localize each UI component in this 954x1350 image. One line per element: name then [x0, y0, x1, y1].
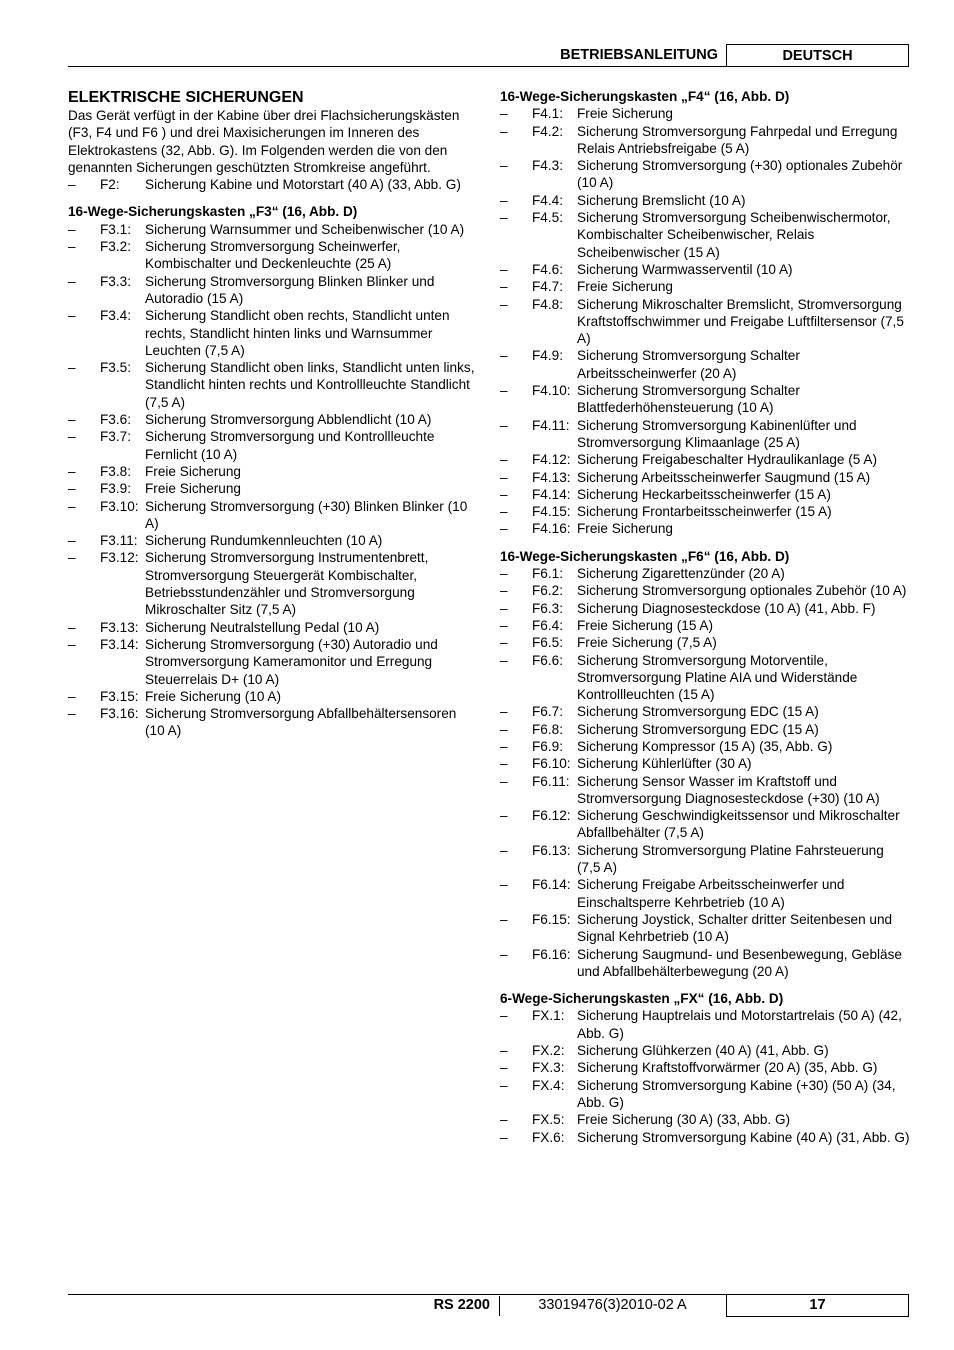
list-dash: – — [500, 704, 508, 720]
list-dash: – — [68, 706, 76, 722]
fuse-list-item — [68, 273, 478, 308]
f3-heading: 16-Wege-Sicherungskasten „F3“ (16, Abb. D) — [68, 204, 358, 220]
fuse-description: Sicherung Sensor Wasser im Kraftstoff und Stromversorgung Diagnosesteckdose (+30) (10 A) — [577, 773, 880, 806]
list-dash: – — [500, 279, 508, 295]
list-dash: – — [500, 652, 508, 668]
fuse-code: F6.1: — [532, 566, 563, 582]
fuse-code: F4.6: — [532, 261, 563, 277]
fuse-code: F6.13: — [532, 842, 571, 858]
fuse-code: F4.16: — [532, 521, 571, 537]
fuse-list-item — [500, 807, 910, 842]
fuse-list-item — [500, 600, 910, 617]
fuse-description: Sicherung Kühlerlüfter (30 A) — [577, 756, 752, 772]
fuse-description: Freie Sicherung (30 A) (33, Abb. G) — [577, 1112, 791, 1128]
fuse-list-f4 — [500, 105, 910, 537]
intro-paragraph: Das Gerät verfügt in der Kabine über drei Flachsicherungskästen (F3, F4 und F6 ) und drei Maxisicherungen im Inneren des Elektrokastens (32, Abb. G). Im Folgenden werden die von den genannten Sicherungen geschützten Stromkreise angeführt. — [68, 108, 460, 175]
list-dash: – — [500, 600, 508, 616]
fuse-list-item — [68, 498, 478, 533]
fuse-list-item — [68, 238, 478, 273]
list-dash: – — [500, 210, 508, 226]
fuse-code: F4.11: — [532, 417, 570, 433]
fuse-code: F4.3: — [532, 158, 563, 174]
fuse-description: Sicherung Stromversorgung Kabinenlüfter und Stromversorgung Klimaanlage (25 A) — [577, 417, 857, 450]
fuse-code: F4.4: — [532, 192, 563, 208]
fuse-list-item — [500, 911, 910, 946]
fuse-description: Sicherung Stromversorgung Scheibenwischermotor, Kombischalter Scheibenwischer, Relais Scheibenwischer (15 A) — [577, 210, 891, 260]
fuse-list-item — [68, 480, 478, 497]
fuse-description: Sicherung Joystick, Schalter dritter Seitenbesen und Signal Kehrbetrieb (10 A) — [577, 911, 893, 945]
fuse-list-f2 — [68, 176, 478, 193]
fuse-list-item — [500, 296, 910, 348]
list-dash: – — [500, 192, 508, 208]
list-dash: – — [500, 877, 508, 893]
fuse-list-item — [500, 565, 910, 582]
list-dash: – — [500, 106, 508, 122]
list-dash: – — [500, 842, 508, 858]
list-dash: – — [500, 808, 508, 824]
fuse-list-item — [68, 532, 478, 549]
list-dash: – — [500, 911, 508, 927]
fuse-code: F6.5: — [532, 635, 563, 651]
fuse-list-item — [500, 451, 910, 468]
footer-page-number: 17 — [726, 1294, 909, 1317]
list-dash: – — [500, 348, 508, 364]
fuse-list-f6 — [500, 565, 910, 980]
list-dash: – — [500, 158, 508, 174]
fuse-description: Sicherung Stromversorgung (+30) optionales Zubehör (10 A) — [577, 158, 903, 191]
fuse-description: Sicherung Mikroschalter Bremslicht, Stromversorgung Kraftstoffschwimmer und Freigabe Luftfiltersensor (7,5 A) — [577, 296, 904, 347]
list-dash: – — [68, 636, 76, 652]
fuse-list-item — [500, 755, 910, 772]
list-dash: – — [500, 296, 508, 312]
fuse-code: F3.2: — [100, 239, 131, 255]
fuse-code: F6.8: — [532, 721, 563, 737]
list-dash: – — [68, 360, 76, 376]
fuse-list-item — [500, 738, 910, 755]
list-dash: – — [500, 773, 508, 789]
list-dash: – — [500, 504, 508, 520]
fuse-description: Sicherung Saugmund- und Besenbewegung, Gebläse und Abfallbehälterbewegung (20 A) — [577, 946, 902, 979]
fuse-code: FX.5: — [532, 1112, 565, 1128]
list-dash: – — [68, 688, 76, 704]
fuse-code: F3.4: — [100, 308, 131, 324]
fuse-code: F6.12: — [532, 808, 571, 824]
fuse-code: F4.8: — [532, 296, 563, 312]
list-dash: – — [68, 412, 76, 428]
fuse-list-item — [500, 773, 910, 808]
fuse-description: Sicherung Freigabe Arbeitsscheinwerfer und Einschaltsperre Kehrbetrieb (10 A) — [577, 877, 845, 910]
fuse-description: Sicherung Stromversorgung (+30) Blinken Blinker (10 A) — [145, 498, 468, 531]
fuse-list-item — [500, 634, 910, 651]
fuse-description: Freie Sicherung (7,5 A) — [577, 635, 717, 651]
fuse-description: Sicherung Standlicht oben links, Standlicht unten links, Standlicht hinten rechts und Kontrollleuchte Standlicht (7,5 A) — [145, 360, 475, 410]
page-header — [68, 44, 908, 67]
fuse-description: Sicherung Diagnosesteckdose (10 A) (41, Abb. F) — [577, 600, 876, 616]
fuse-code: F6.15: — [532, 911, 571, 927]
fuse-list-item — [500, 192, 910, 209]
fuse-code: F4.12: — [532, 452, 571, 468]
list-dash: – — [500, 1060, 508, 1076]
fuse-list-item — [500, 417, 910, 452]
list-dash: – — [68, 619, 76, 635]
fuse-code: F2: — [100, 177, 120, 193]
list-dash: – — [500, 1077, 508, 1093]
fuse-description: Freie Sicherung (15 A) — [577, 617, 714, 633]
fuse-code: FX.3: — [532, 1060, 565, 1076]
fuse-code: F4.5: — [532, 210, 563, 226]
list-dash: – — [68, 308, 76, 324]
fuse-description: Sicherung Arbeitsscheinwerfer Saugmund (15 A) — [577, 469, 871, 485]
fuse-list-item — [68, 463, 478, 480]
list-dash: – — [500, 261, 508, 277]
fuse-list-fx — [500, 1007, 910, 1145]
fuse-description: Sicherung Kompressor (15 A) (35, Abb. G) — [577, 738, 833, 754]
list-dash: – — [500, 1043, 508, 1059]
fuse-description: Sicherung Glühkerzen (40 A) (41, Abb. G) — [577, 1043, 829, 1059]
fuse-list-item — [500, 209, 910, 261]
fuse-description: Sicherung Bremslicht (10 A) — [577, 192, 746, 208]
fuse-list-item — [68, 688, 478, 705]
fuse-description: Sicherung Stromversorgung Schalter Blattfederhöhensteuerung (10 A) — [577, 383, 800, 416]
fuse-list-item — [500, 105, 910, 122]
fuse-code: F3.12: — [100, 550, 139, 566]
list-dash: – — [500, 617, 508, 633]
fuse-description: Sicherung Freigabeschalter Hydraulikanlage (5 A) — [577, 452, 877, 468]
fuse-code: F6.14: — [532, 877, 571, 893]
list-dash: – — [68, 273, 76, 289]
fuse-list-item — [500, 582, 910, 599]
fuse-list-item — [68, 359, 478, 411]
list-dash: – — [500, 417, 508, 433]
fuse-code: F4.14: — [532, 486, 571, 502]
list-dash: – — [68, 429, 76, 445]
fuse-list-item — [500, 123, 910, 158]
fuse-code: F4.1: — [532, 106, 563, 122]
fuse-code: F3.10: — [100, 498, 139, 514]
list-dash: – — [68, 498, 76, 514]
fuse-list-item — [68, 636, 478, 688]
fuse-description: Sicherung Stromversorgung Motorventile, Stromversorgung Platine AIA und Widerstände Kontrollleuchten (15 A) — [577, 652, 858, 703]
fuse-code: F6.4: — [532, 617, 563, 633]
list-dash: – — [500, 635, 508, 651]
list-dash: – — [68, 177, 76, 193]
fuse-description: Freie Sicherung — [145, 481, 241, 497]
fuse-list-item — [500, 946, 910, 981]
fuse-description: Freie Sicherung — [577, 521, 673, 537]
list-dash: – — [500, 123, 508, 139]
fuse-list-item — [500, 703, 910, 720]
fuse-list-item — [500, 382, 910, 417]
fuse-code: F3.5: — [100, 360, 131, 376]
fuse-list-item — [68, 619, 478, 636]
fuse-description: Freie Sicherung — [577, 279, 673, 295]
fuse-code: FX.1: — [532, 1008, 565, 1024]
page-footer — [68, 1294, 908, 1318]
fuse-description: Sicherung Kabine und Motorstart (40 A) (33, Abb. G) — [145, 177, 461, 193]
fuse-description: Freie Sicherung — [145, 463, 241, 479]
fuse-code: F6.2: — [532, 583, 563, 599]
fuse-code: F6.16: — [532, 946, 571, 962]
fuse-code: F3.7: — [100, 429, 131, 445]
f4-heading: 16-Wege-Sicherungskasten „F4“ (16, Abb. D) — [500, 89, 790, 104]
list-dash: – — [68, 221, 76, 237]
fuse-list-item — [500, 486, 910, 503]
fuse-code: F4.2: — [532, 123, 563, 139]
section-title: ELEKTRISCHE SICHERUNGEN — [68, 89, 304, 106]
fuse-list-item — [500, 1129, 910, 1146]
fuse-list-item — [500, 1007, 910, 1042]
fuse-code: F3.1: — [100, 221, 131, 237]
fuse-code: FX.4: — [532, 1077, 565, 1093]
fuse-code: F3.8: — [100, 463, 131, 479]
fuse-code: F3.9: — [100, 481, 131, 497]
fuse-description: Sicherung Kraftstoffvorwärmer (20 A) (35, Abb. G) — [577, 1060, 878, 1076]
fuse-code: F4.13: — [532, 469, 571, 485]
fuse-code: F4.9: — [532, 348, 563, 364]
fuse-code: F4.15: — [532, 504, 571, 520]
fuse-description: Sicherung Standlicht oben rechts, Standlicht unten rechts, Standlicht hinten links und Warnsummer Leuchten (7,5 A) — [145, 308, 450, 358]
fuse-description: Sicherung Stromversorgung Kabine (+30) (50 A) (34, Abb. G) — [577, 1077, 896, 1110]
header-language-box: DEUTSCH — [726, 44, 909, 67]
fuse-description: Sicherung Stromversorgung Schalter Arbeitsscheinwerfer (20 A) — [577, 348, 800, 381]
fuse-list-item — [68, 549, 478, 618]
fuse-list-item — [500, 1077, 910, 1112]
list-dash: – — [500, 566, 508, 582]
fuse-list-item — [68, 428, 478, 463]
fuse-code: F6.9: — [532, 738, 563, 754]
fuse-code: FX.2: — [532, 1043, 565, 1059]
fuse-list-item — [500, 1111, 910, 1128]
fuse-list-item — [500, 347, 910, 382]
fuse-list-item — [500, 652, 910, 704]
list-dash: – — [500, 946, 508, 962]
fuse-description: Sicherung Stromversorgung Blinken Blinker und Autoradio (15 A) — [145, 273, 435, 306]
fuse-list-item — [500, 721, 910, 738]
fuse-description: Sicherung Stromversorgung EDC (15 A) — [577, 721, 819, 737]
fuse-description: Sicherung Geschwindigkeitssensor und Mikroschalter Abfallbehälter (7,5 A) — [577, 808, 900, 841]
list-dash: – — [500, 756, 508, 772]
fuse-code: F3.11: — [100, 533, 138, 549]
list-dash: – — [68, 481, 76, 497]
fuse-list-item — [500, 278, 910, 295]
list-dash: – — [500, 383, 508, 399]
list-dash: – — [500, 738, 508, 754]
fuse-list-item — [68, 307, 478, 359]
list-dash: – — [500, 469, 508, 485]
fuse-description: Sicherung Stromversorgung und Kontrollleuchte Fernlicht (10 A) — [145, 429, 435, 462]
fuse-code: F3.13: — [100, 619, 139, 635]
fuse-list-item — [500, 261, 910, 278]
fuse-description: Sicherung Warnsummer und Scheibenwischer (10 A) — [145, 221, 465, 237]
fuse-description: Sicherung Hauptrelais und Motorstartrelais (50 A) (42, Abb. G) — [577, 1008, 902, 1041]
fuse-list-item — [500, 520, 910, 537]
fuse-description: Sicherung Warmwasserventil (10 A) — [577, 261, 793, 277]
fuse-code: F4.7: — [532, 279, 563, 295]
fuse-list-item — [500, 842, 910, 877]
f6-heading: 16-Wege-Sicherungskasten „F6“ (16, Abb. D) — [500, 548, 790, 564]
list-dash: – — [68, 463, 76, 479]
fuse-description: Sicherung Stromversorgung Scheinwerfer, Kombischalter und Deckenleuchte (25 A) — [145, 239, 401, 272]
fuse-description: Sicherung Stromversorgung Abfallbehältersensoren (10 A) — [145, 706, 457, 739]
fuse-list-item — [500, 876, 910, 911]
header-manual-title: BETRIEBSANLEITUNG — [560, 47, 718, 63]
fuse-description: Sicherung Zigarettenzünder (20 A) — [577, 566, 785, 582]
fuse-list-item — [68, 705, 478, 740]
fuse-description: Sicherung Stromversorgung Kabine (40 A) (31, Abb. G) — [577, 1129, 910, 1145]
fuse-code: F3.16: — [100, 706, 139, 722]
fuse-list-item — [500, 1059, 910, 1076]
fx-heading: 6-Wege-Sicherungskasten „FX“ (16, Abb. D) — [500, 991, 784, 1007]
right-column — [500, 88, 910, 1146]
list-dash: – — [500, 1129, 508, 1145]
fuse-list-item — [500, 469, 910, 486]
fuse-code: F6.6: — [532, 652, 563, 668]
fuse-description: Sicherung Stromversorgung Instrumentenbrett, Stromversorgung Steuergerät Kombischalter, Betriebsstundenzähler und Stromversorgung Mikroschalter Sitz (7,5 A) — [145, 550, 429, 618]
footer-doc-number: 33019476(3)2010-02 A — [538, 1297, 687, 1313]
fuse-code: F3.14: — [100, 636, 139, 652]
list-dash: – — [68, 533, 76, 549]
fuse-description: Sicherung Stromversorgung (+30) Autoradio und Stromversorgung Kameramonitor und Erregung Steuerrelais D+ (10 A) — [145, 636, 438, 687]
fuse-code: F6.3: — [532, 600, 563, 616]
fuse-list-item — [500, 617, 910, 634]
list-dash: – — [500, 583, 508, 599]
fuse-list-item — [500, 157, 910, 192]
fuse-code: F3.6: — [100, 412, 131, 428]
fuse-code: F3.15: — [100, 688, 139, 704]
list-dash: – — [500, 452, 508, 468]
list-dash: – — [68, 239, 76, 255]
left-column — [68, 88, 478, 740]
list-dash: – — [500, 486, 508, 502]
fuse-list-item — [500, 1042, 910, 1059]
fuse-list-item — [500, 503, 910, 520]
fuse-list-item — [68, 221, 478, 238]
fuse-code: F6.11: — [532, 773, 570, 789]
fuse-list-item — [68, 176, 478, 193]
fuse-description: Sicherung Stromversorgung optionales Zubehör (10 A) — [577, 583, 907, 599]
fuse-description: Freie Sicherung — [577, 106, 673, 122]
fuse-description: Sicherung Stromversorgung EDC (15 A) — [577, 704, 819, 720]
fuse-description: Sicherung Heckarbeitsscheinwerfer (15 A) — [577, 486, 831, 502]
list-dash: – — [500, 1112, 508, 1128]
fuse-code: F4.10: — [532, 383, 571, 399]
fuse-list-f3 — [68, 221, 478, 740]
fuse-code: F6.7: — [532, 704, 563, 720]
list-dash: – — [500, 1008, 508, 1024]
fuse-description: Sicherung Stromversorgung Platine Fahrsteuerung (7,5 A) — [577, 842, 884, 876]
fuse-description: Sicherung Stromversorgung Abblendlicht (10 A) — [145, 412, 432, 428]
footer-model: RS 2200 — [433, 1297, 490, 1313]
list-dash: – — [500, 521, 508, 537]
list-dash: – — [500, 721, 508, 737]
fuse-description: Sicherung Rundumkennleuchten (10 A) — [145, 533, 383, 549]
fuse-description: Sicherung Neutralstellung Pedal (10 A) — [145, 619, 380, 635]
fuse-code: FX.6: — [532, 1129, 565, 1145]
fuse-description: Sicherung Stromversorgung Fahrpedal und Erregung Relais Antriebsfreigabe (5 A) — [577, 123, 898, 156]
fuse-code: F6.10: — [532, 756, 571, 772]
list-dash: – — [68, 550, 76, 566]
fuse-code: F3.3: — [100, 273, 131, 289]
fuse-description: Sicherung Frontarbeitsscheinwerfer (15 A) — [577, 504, 832, 520]
fuse-description: Freie Sicherung (10 A) — [145, 688, 282, 704]
fuse-list-item — [68, 411, 478, 428]
